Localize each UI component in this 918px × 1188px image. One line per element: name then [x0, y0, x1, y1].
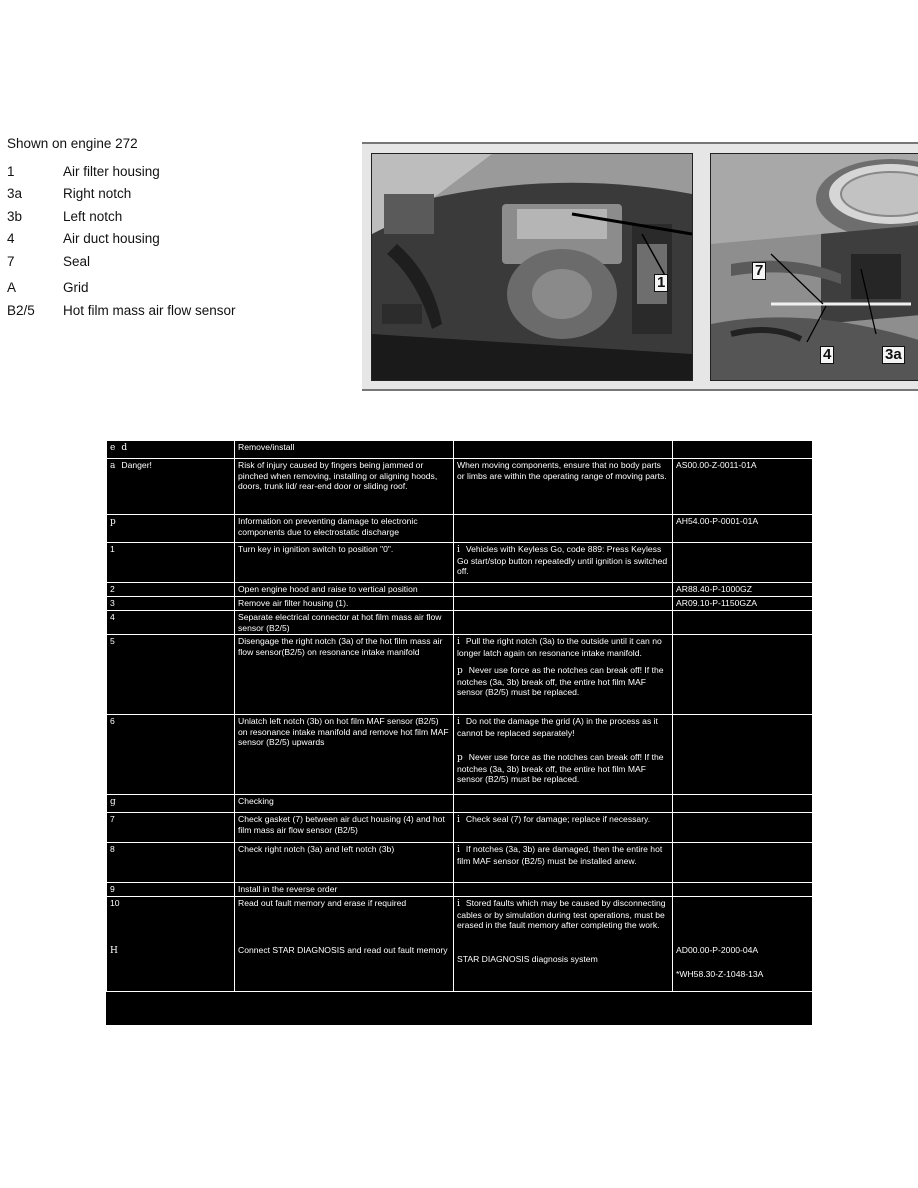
table-row [107, 813, 813, 843]
table-row [107, 515, 813, 543]
reference-cell [673, 795, 813, 813]
reference-text: AD00.00-P-2000-04A [676, 945, 759, 955]
note-text: Never use force as the notches can break off! If the notches (3a, 3b) break off, the entire hot film MAF sensor (B2/5) must be replaced. [457, 752, 664, 784]
reference-cell [673, 813, 813, 843]
legend-code: 3a [7, 186, 23, 202]
note-cell [454, 795, 673, 813]
reference-cell: AR09.10-P-1150GZA [673, 597, 813, 611]
reference-cell [673, 441, 813, 459]
reference-cell [673, 715, 813, 795]
engine-bay-illustration [372, 154, 692, 380]
step-cell: 9 [107, 883, 235, 897]
table-row [107, 441, 813, 459]
step-cell: 1 [107, 543, 235, 583]
note-text: Do not the damage the grid (A) in the process as it cannot be replaced separately! [457, 716, 658, 738]
step-cell [107, 795, 235, 813]
table-row [107, 883, 813, 897]
reference-cell [673, 897, 813, 992]
step-cell: 7 [107, 813, 235, 843]
step-cell [107, 515, 235, 543]
engine-figure [362, 142, 918, 391]
legend-label: Air duct housing [63, 231, 160, 247]
table-row [107, 635, 813, 715]
step-cell: 6 [107, 715, 235, 795]
legend-item [7, 250, 337, 273]
action-cell: Checking [235, 795, 454, 813]
legend-label: Air filter housing [63, 163, 160, 179]
note [457, 752, 669, 785]
note-text: Stored faults which may be caused by disconnecting cables or by simulation during test operations, must be erased in the fault memory after completing the work. [457, 898, 666, 930]
remove-install-icon: d [121, 443, 128, 453]
info-icon: p [110, 517, 116, 527]
note-cell [454, 635, 673, 715]
reference-text: *WH58.30-Z-1048-13A [676, 968, 764, 979]
action-cell: Check right notch (3a) and left notch (3b) [235, 843, 454, 883]
reference-cell: AR88.40-P-1000GZ [673, 583, 813, 597]
action-cell: Information on preventing damage to electronic components due to electrostatic discharge [235, 515, 454, 543]
table-row [107, 715, 813, 795]
reference-cell: AS00.00-Z-0011-01A [673, 459, 813, 515]
reference-cell [673, 635, 813, 715]
note-icon: i [457, 637, 460, 647]
table-row [107, 897, 813, 992]
legend-label: Seal [63, 253, 91, 269]
reference-cell [673, 843, 813, 883]
engine-bay-photo [371, 153, 693, 381]
callout-4: 4 [820, 346, 834, 364]
table-row [107, 843, 813, 883]
legend-label: Right notch [63, 186, 132, 202]
action-cell: Disengage the right notch (3a) of the hot film mass air flow sensor(B2/5) on resonance intake manifold [235, 635, 454, 715]
legend-code: 4 [7, 231, 15, 247]
legend-code: 1 [7, 163, 15, 179]
action-cell: Risk of injury caused by fingers being jammed or pinched when removing, installing or aligning hoods, doors, trunk lid/ rear-end door or sliding roof. [235, 459, 454, 515]
action-text: Read out fault memory and erase if required [238, 898, 407, 908]
action-cell: Turn key in ignition switch to position "0". [235, 543, 454, 583]
legend-item [7, 228, 337, 251]
note-text: If notches (3a, 3b) are damaged, then the entire hot film MAF sensor (B2/5) must be installed anew. [457, 844, 663, 866]
reference-cell [673, 611, 813, 635]
table-row [107, 611, 813, 635]
action-cell: Remove air filter housing (1). [235, 597, 454, 611]
legend-label: Hot film mass air flow sensor [63, 302, 236, 318]
table-row [107, 795, 813, 813]
legend-heading: Shown on engine 272 [7, 136, 138, 151]
step-cell: 8 [107, 843, 235, 883]
step-label: Danger! [121, 460, 152, 470]
legend-code: A [7, 280, 17, 296]
action-text: Connect STAR DIAGNOSIS and read out fault memory [238, 944, 448, 955]
legend-item [7, 299, 337, 322]
step-cell: 2 [107, 583, 235, 597]
note-cell [454, 897, 673, 992]
action-cell: Install in the reverse order [235, 883, 454, 897]
step-cell: 3 [107, 597, 235, 611]
callout-7: 7 [752, 262, 766, 280]
note-cell [454, 883, 673, 897]
caution-icon: p [457, 666, 463, 676]
note-cell [454, 843, 673, 883]
note-cell [454, 583, 673, 597]
note-cell [454, 611, 673, 635]
legend-code: 3b [7, 208, 23, 224]
action-cell: Check gasket (7) between air duct housing (4) and hot film mass air flow sensor (B2/5) [235, 813, 454, 843]
star-diagnosis-icon: H [110, 945, 118, 956]
procedure-table-frame [106, 440, 812, 1025]
legend-label: Left notch [63, 208, 123, 224]
note [457, 665, 669, 698]
note [457, 898, 669, 931]
note-text: Check seal (7) for damage; replace if necessary. [465, 814, 651, 824]
note-text: Vehicles with Keyless Go, code 889: Press Keyless Go start/stop button repeatedly until ignition is switched off. [457, 544, 668, 576]
caution-icon: p [457, 753, 463, 763]
note-text: Pull the right notch (3a) to the outside until it can no longer latch again on resonance intake manifold. [457, 636, 662, 658]
note-cell: When moving components, ensure that no body parts or limbs are within the operating range of moving parts. [454, 459, 673, 515]
note-text: Never use force as the notches can break off! If the notches (3a, 3b) break off, the entire hot film MAF sensor (B2/5) must be replaced. [457, 665, 664, 697]
table-row [107, 597, 813, 611]
step-cell [107, 897, 235, 992]
action-cell: Unlatch left notch (3b) on hot film MAF sensor (B2/5) on resonance intake manifold and remove hot film MAF sensor (B2/5) upwards [235, 715, 454, 795]
note-cell [454, 543, 673, 583]
legend-code: B2/5 [7, 302, 35, 318]
step-cell [107, 459, 235, 515]
step-cell: 5 [107, 635, 235, 715]
note-icon: i [457, 545, 460, 555]
checking-icon: g [110, 797, 116, 807]
note-cell [454, 813, 673, 843]
callout-3a: 3a [882, 346, 905, 364]
reference-cell [673, 543, 813, 583]
step-cell [107, 441, 235, 459]
note-icon: i [457, 845, 460, 855]
action-cell [235, 897, 454, 992]
legend-item [7, 277, 337, 300]
action-cell: Separate electrical connector at hot film mass air flow sensor (B2/5) [235, 611, 454, 635]
section-icon: e [110, 443, 116, 453]
legend-item [7, 160, 337, 183]
legend-label: Grid [63, 280, 89, 296]
action-cell: Remove/install [235, 441, 454, 459]
reference-cell: AH54.00-P-0001-01A [673, 515, 813, 543]
note-cell [454, 597, 673, 611]
legend [7, 136, 337, 322]
diagnosis-icon [110, 945, 231, 957]
note-icon: i [457, 717, 460, 727]
note [457, 716, 669, 738]
table-row [107, 459, 813, 515]
legend-code: 7 [7, 253, 15, 269]
note-cell [454, 515, 673, 543]
reference-cell [673, 883, 813, 897]
step-cell: 4 [107, 611, 235, 635]
note-cell [454, 715, 673, 795]
table-row [107, 583, 813, 597]
note-text: STAR DIAGNOSIS diagnosis system [457, 953, 598, 964]
callout-1: 1 [654, 274, 668, 292]
note-icon: i [457, 899, 460, 909]
legend-item [7, 205, 337, 228]
note [457, 636, 669, 658]
danger-icon: a [110, 461, 116, 471]
action-cell: Open engine hood and raise to vertical position [235, 583, 454, 597]
note-cell [454, 441, 673, 459]
legend-item [7, 183, 337, 206]
step-label: 10 [110, 898, 120, 908]
procedure-table [106, 440, 813, 992]
table-row [107, 543, 813, 583]
note-icon: i [457, 815, 460, 825]
